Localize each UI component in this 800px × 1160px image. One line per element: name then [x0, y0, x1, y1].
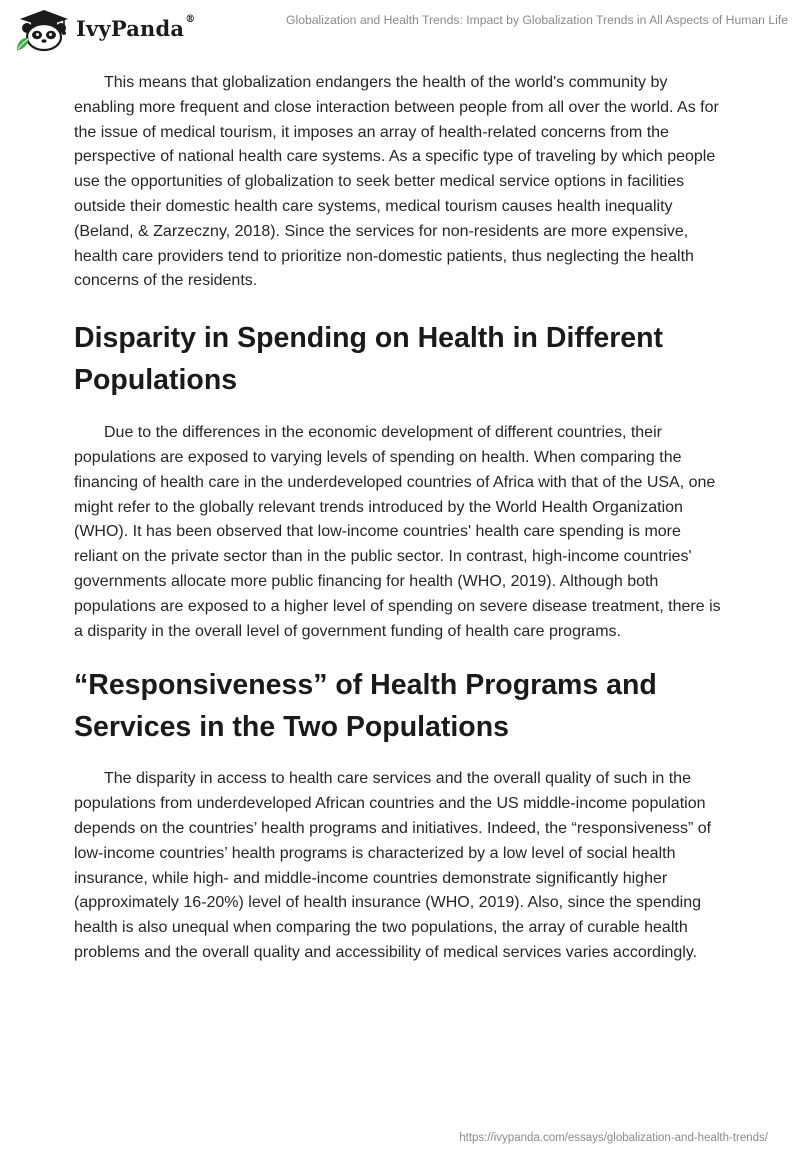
body-paragraph: This means that globalization endangers the health of the world's community by enabling more frequent and close interaction between people from all over the world. As for the issue of medical tourism, it imposes an array of health-related concerns from the perspective of national health care systems. As a specific type of traveling by which people use the opportunities of globalization to seek better medical service options in facilities outside their domestic health care systems, medical tourism causes health inequality (Beland, & Zarzeczny, 2018). Since the services for non-residents are more expensive, health care providers tend to prioritize non-domestic patients, thus neglecting the health concerns of the residents. — [74, 74, 719, 290]
section-heading: Disparity in Spending on Health in Different Populations — [74, 322, 664, 397]
page-header — [0, 0, 800, 62]
brand-name: IvyPanda® — [76, 14, 196, 41]
body-paragraph: The disparity in access to health care services and the overall quality of such in the populations from underdeveloped African countries and the US middle-income population depends on the countries’ health programs and initiatives. Indeed, the “responsiveness” of low-income countries’ health programs is characterized by a low level of social health insurance, while high- and middle-income countries demonstrate significantly higher (approximately 16-20%) level of health insurance (WHO, 2019). Also, since the spending health is also unequal when comparing the two populations, the array of curable health problems and the overall quality and accessibility of medical services varies accordingly. — [74, 770, 712, 961]
panda-logo-icon — [14, 6, 70, 52]
document-title: Globalization and Health Trends: Impact by Globalization Trends in All Aspects of Human Life — [286, 13, 788, 27]
source-url[interactable]: https://ivypanda.com/essays/globalization-and-health-trends/ — [459, 1132, 768, 1144]
section-heading: “Responsiveness” of Health Programs and Services in the Two Populations — [74, 669, 657, 744]
essay-content — [74, 71, 726, 966]
body-paragraph: Due to the differences in the economic development of different countries, their populations are exposed to varying levels of spending on health. When comparing the financing of health care in the underdeveloped countries of Africa with that of the USA, one might refer to the globally relevant trends introduced by the World Health Organization (WHO). It has been observed that low-income countries' health care spending is more reliant on the private sector than in the public sector. In contrast, high-income countries' governments allocate more public financing for health (WHO, 2019). Although both populations are exposed to a higher level of spending on severe disease treatment, there is a disparity in the overall level of government funding of health care programs. — [74, 424, 721, 640]
ivypanda-logo[interactable] — [14, 6, 196, 52]
